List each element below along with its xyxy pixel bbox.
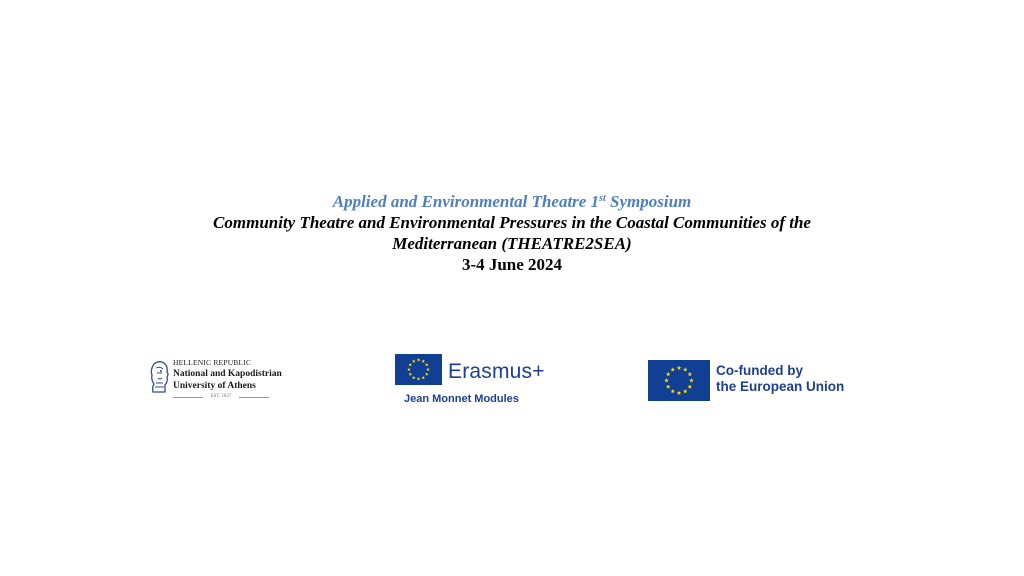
erasmus-logo: [394, 354, 564, 408]
established-label: EST. 1837: [173, 394, 269, 400]
eu-flag-icon: [395, 354, 442, 385]
project-title-line2: Mediterranean (THEATRE2SEA): [392, 234, 632, 253]
university-logo: [148, 358, 308, 402]
title-block: [0, 191, 1024, 275]
cofunded-text: Co-funded by the European Union: [716, 363, 845, 394]
event-date: 3-4 June 2024: [461, 255, 563, 274]
university-name: HELLENIC REPUBLIC National and Kapodistrian University of Athens: [173, 358, 282, 391]
eu-cofunded-logo: [647, 360, 857, 402]
erasmus-name: Erasmus+: [448, 360, 545, 383]
jean-monnet-label: Jean Monnet Modules: [404, 393, 519, 405]
athena-head-icon: [148, 360, 170, 394]
symposium-title: Applied and Environmental Theatre 1st Symposium: [332, 192, 692, 211]
eu-flag-icon: [648, 360, 710, 401]
project-title-line1: Community Theatre and Environmental Pressures in the Coastal Communities of the: [213, 213, 811, 232]
